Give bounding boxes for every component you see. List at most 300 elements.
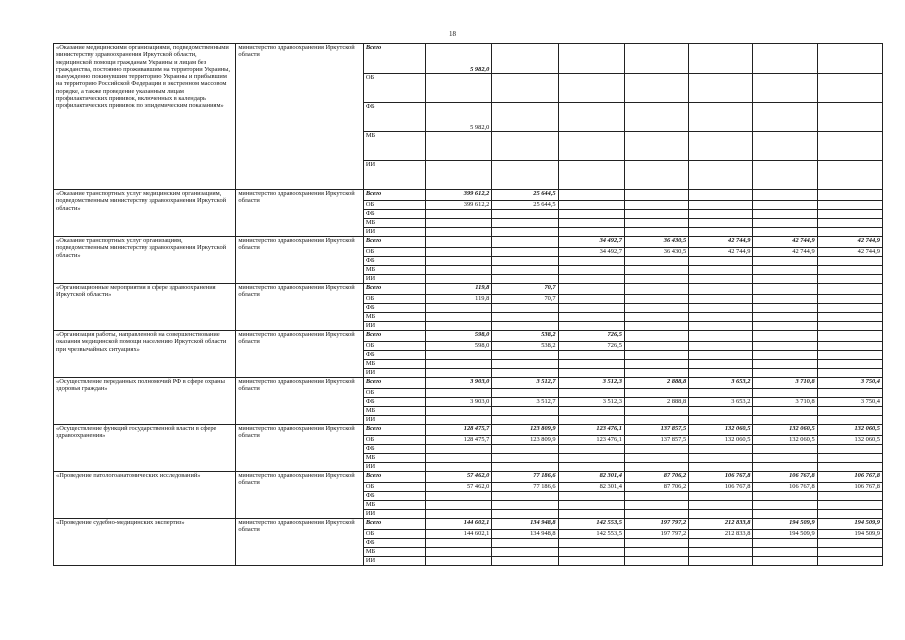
funding-source: ОБ	[363, 342, 425, 351]
amount-cell	[492, 360, 558, 369]
funding-source: Всего	[363, 190, 425, 201]
amount-cell	[753, 463, 817, 472]
amount-cell	[753, 74, 817, 103]
amount-cell	[426, 454, 492, 463]
amount-cell	[689, 445, 753, 454]
amount-cell	[426, 248, 492, 257]
amount-cell: 144 602,1	[426, 530, 492, 539]
amount-cell	[492, 557, 558, 566]
amount-cell	[753, 331, 817, 342]
amount-cell: 726,5	[558, 342, 624, 351]
amount-cell	[689, 454, 753, 463]
amount-cell	[558, 44, 624, 74]
amount-cell: 42 744,9	[689, 248, 753, 257]
measure-name: «Проведение судебно-медицинских экспертиз»	[54, 519, 236, 566]
amount-cell: 82 301,4	[558, 472, 624, 483]
amount-cell	[426, 132, 492, 161]
funding-source: Всего	[363, 378, 425, 389]
amount-cell	[624, 210, 688, 219]
amount-cell	[558, 228, 624, 237]
funding-source: ФБ	[363, 539, 425, 548]
funding-source: ИИ	[363, 161, 425, 190]
amount-cell	[558, 161, 624, 190]
amount-cell	[689, 266, 753, 275]
amount-cell	[817, 492, 882, 501]
amount-cell	[753, 132, 817, 161]
amount-cell: 598,0	[426, 331, 492, 342]
amount-cell	[689, 360, 753, 369]
amount-cell	[426, 407, 492, 416]
amount-cell: 399 612,2	[426, 201, 492, 210]
amount-cell: 132 060,5	[817, 436, 882, 445]
amount-cell	[558, 295, 624, 304]
amount-cell	[624, 331, 688, 342]
amount-cell	[492, 322, 558, 331]
amount-cell	[817, 201, 882, 210]
funding-source: ФБ	[363, 398, 425, 407]
amount-cell: 128 475,7	[426, 425, 492, 436]
amount-cell	[689, 210, 753, 219]
amount-cell: 82 301,4	[558, 483, 624, 492]
funding-source: Всего	[363, 44, 425, 74]
amount-cell	[753, 295, 817, 304]
amount-cell	[689, 74, 753, 103]
amount-cell	[624, 416, 688, 425]
amount-cell	[689, 275, 753, 284]
table-row	[54, 425, 883, 436]
amount-cell	[753, 454, 817, 463]
amount-cell	[753, 257, 817, 266]
amount-cell	[492, 266, 558, 275]
table-row	[54, 44, 883, 74]
funding-source: ОБ	[363, 201, 425, 210]
amount-cell: 598,0	[426, 342, 492, 351]
amount-cell	[624, 304, 688, 313]
amount-cell	[753, 44, 817, 74]
amount-cell	[624, 342, 688, 351]
amount-cell: 34 492,7	[558, 248, 624, 257]
amount-cell	[689, 407, 753, 416]
funding-source: Всего	[363, 237, 425, 248]
amount-cell: 3 653,2	[689, 378, 753, 389]
amount-cell: 42 744,9	[753, 237, 817, 248]
amount-cell: 36 430,5	[624, 248, 688, 257]
amount-cell	[558, 407, 624, 416]
amount-cell: 106 767,8	[689, 483, 753, 492]
amount-cell	[624, 501, 688, 510]
amount-cell	[817, 501, 882, 510]
amount-cell: 134 948,8	[492, 530, 558, 539]
amount-cell	[624, 463, 688, 472]
amount-cell	[426, 463, 492, 472]
amount-cell	[558, 539, 624, 548]
responsible-executor: министерство здравоохранения Иркутской области	[236, 378, 363, 425]
amount-cell	[492, 313, 558, 322]
amount-cell	[492, 44, 558, 74]
amount-cell	[492, 257, 558, 266]
amount-cell: 194 509,9	[817, 530, 882, 539]
responsible-executor: министерство здравоохранения Иркутской области	[236, 519, 363, 566]
amount-cell	[817, 266, 882, 275]
funding-source: ОБ	[363, 295, 425, 304]
funding-source: ИИ	[363, 275, 425, 284]
amount-cell: 194 509,9	[753, 519, 817, 530]
amount-cell: 70,7	[492, 295, 558, 304]
amount-cell: 77 186,6	[492, 472, 558, 483]
amount-cell: 538,2	[492, 342, 558, 351]
funding-source: ФБ	[363, 492, 425, 501]
amount-cell	[624, 190, 688, 201]
amount-cell	[817, 295, 882, 304]
amount-cell	[624, 360, 688, 369]
amount-cell	[558, 501, 624, 510]
amount-cell	[426, 219, 492, 228]
amount-cell	[624, 74, 688, 103]
amount-cell	[558, 266, 624, 275]
amount-cell: 3 512,7	[492, 398, 558, 407]
amount-cell	[558, 103, 624, 132]
amount-cell: 3 512,3	[558, 378, 624, 389]
funding-source: Всего	[363, 425, 425, 436]
amount-cell: 128 475,7	[426, 436, 492, 445]
amount-cell: 106 767,8	[753, 472, 817, 483]
amount-cell: 132 060,5	[689, 436, 753, 445]
amount-cell: 123 476,1	[558, 425, 624, 436]
amount-cell	[426, 510, 492, 519]
amount-cell	[624, 228, 688, 237]
amount-cell: 5 982,0	[426, 44, 492, 74]
amount-cell	[689, 295, 753, 304]
amount-cell: 3 710,8	[753, 378, 817, 389]
amount-cell	[817, 219, 882, 228]
amount-cell	[753, 369, 817, 378]
amount-cell	[558, 416, 624, 425]
amount-cell	[426, 539, 492, 548]
measure-name: «Проведение патологоанатомических исследований»	[54, 472, 236, 519]
funding-source: ИИ	[363, 322, 425, 331]
amount-cell: 144 602,1	[426, 519, 492, 530]
amount-cell	[817, 389, 882, 398]
amount-cell: 3 750,4	[817, 398, 882, 407]
amount-cell	[558, 557, 624, 566]
amount-cell	[689, 44, 753, 74]
amount-cell: 3 903,0	[426, 378, 492, 389]
amount-cell	[492, 248, 558, 257]
amount-cell	[558, 74, 624, 103]
amount-cell	[753, 501, 817, 510]
amount-cell	[492, 445, 558, 454]
funding-source: МБ	[363, 548, 425, 557]
funding-source: ОБ	[363, 436, 425, 445]
amount-cell: 70,7	[492, 284, 558, 295]
amount-cell: 77 186,6	[492, 483, 558, 492]
amount-cell: 132 060,5	[689, 425, 753, 436]
funding-source: ИИ	[363, 369, 425, 378]
amount-cell: 2 888,8	[624, 398, 688, 407]
amount-cell	[753, 313, 817, 322]
amount-cell: 134 948,8	[492, 519, 558, 530]
amount-cell	[558, 548, 624, 557]
amount-cell	[558, 322, 624, 331]
amount-cell	[689, 369, 753, 378]
amount-cell	[426, 275, 492, 284]
table-row	[54, 519, 883, 530]
amount-cell: 132 060,5	[817, 425, 882, 436]
amount-cell	[624, 313, 688, 322]
amount-cell: 5 982,0	[426, 103, 492, 132]
amount-cell	[558, 219, 624, 228]
amount-cell	[689, 190, 753, 201]
amount-cell	[426, 257, 492, 266]
table-row	[54, 331, 883, 342]
funding-source: ФБ	[363, 304, 425, 313]
amount-cell: 25 644,5	[492, 201, 558, 210]
responsible-executor: министерство здравоохранения Иркутской области	[236, 472, 363, 519]
amount-cell	[624, 510, 688, 519]
funding-source: ФБ	[363, 210, 425, 219]
funding-source: Всего	[363, 284, 425, 295]
amount-cell	[492, 351, 558, 360]
measure-name: «Осуществление функций государственной власти в сфере здравоохранения»	[54, 425, 236, 472]
amount-cell	[492, 454, 558, 463]
amount-cell	[624, 454, 688, 463]
amount-cell	[492, 103, 558, 132]
amount-cell	[817, 445, 882, 454]
amount-cell	[753, 219, 817, 228]
amount-cell	[624, 257, 688, 266]
amount-cell: 119,8	[426, 284, 492, 295]
table-row	[54, 472, 883, 483]
amount-cell	[426, 237, 492, 248]
amount-cell	[689, 548, 753, 557]
table-row	[54, 378, 883, 389]
amount-cell: 3 512,3	[558, 398, 624, 407]
amount-cell	[689, 257, 753, 266]
amount-cell	[817, 190, 882, 201]
amount-cell	[492, 304, 558, 313]
amount-cell	[817, 369, 882, 378]
amount-cell	[426, 161, 492, 190]
table-row	[54, 237, 883, 248]
amount-cell: 194 509,9	[753, 530, 817, 539]
amount-cell	[492, 219, 558, 228]
funding-source: ИИ	[363, 557, 425, 566]
amount-cell	[753, 284, 817, 295]
amount-cell	[624, 201, 688, 210]
amount-cell	[689, 331, 753, 342]
amount-cell	[426, 369, 492, 378]
amount-cell	[558, 445, 624, 454]
responsible-executor: министерство здравоохранения Иркутской области	[236, 237, 363, 284]
amount-cell	[753, 210, 817, 219]
amount-cell	[426, 228, 492, 237]
amount-cell	[817, 342, 882, 351]
amount-cell	[624, 275, 688, 284]
amount-cell	[426, 74, 492, 103]
amount-cell	[426, 313, 492, 322]
amount-cell	[689, 342, 753, 351]
funding-source: ФБ	[363, 351, 425, 360]
amount-cell: 399 612,2	[426, 190, 492, 201]
amount-cell	[689, 492, 753, 501]
amount-cell	[624, 539, 688, 548]
budget-table	[53, 43, 883, 566]
amount-cell	[492, 510, 558, 519]
funding-source: ФБ	[363, 257, 425, 266]
amount-cell	[753, 342, 817, 351]
amount-cell	[558, 304, 624, 313]
amount-cell	[492, 132, 558, 161]
amount-cell	[426, 322, 492, 331]
amount-cell	[426, 210, 492, 219]
amount-cell	[624, 103, 688, 132]
amount-cell: 142 553,5	[558, 519, 624, 530]
funding-source: ИИ	[363, 228, 425, 237]
amount-cell	[817, 304, 882, 313]
amount-cell	[624, 557, 688, 566]
amount-cell	[753, 510, 817, 519]
amount-cell	[817, 228, 882, 237]
amount-cell	[817, 44, 882, 74]
funding-source: МБ	[363, 360, 425, 369]
amount-cell	[817, 132, 882, 161]
amount-cell	[817, 548, 882, 557]
amount-cell	[817, 322, 882, 331]
amount-cell: 194 509,9	[817, 519, 882, 530]
amount-cell	[492, 389, 558, 398]
amount-cell	[426, 548, 492, 557]
amount-cell: 106 767,8	[689, 472, 753, 483]
amount-cell: 3 750,4	[817, 378, 882, 389]
amount-cell	[753, 228, 817, 237]
amount-cell: 42 744,9	[753, 248, 817, 257]
amount-cell	[817, 360, 882, 369]
amount-cell	[689, 539, 753, 548]
amount-cell	[753, 322, 817, 331]
amount-cell	[817, 454, 882, 463]
amount-cell	[426, 557, 492, 566]
amount-cell	[689, 463, 753, 472]
amount-cell	[689, 161, 753, 190]
amount-cell	[817, 510, 882, 519]
amount-cell: 57 462,0	[426, 483, 492, 492]
amount-cell: 36 430,5	[624, 237, 688, 248]
amount-cell	[492, 74, 558, 103]
amount-cell	[689, 351, 753, 360]
amount-cell: 123 476,1	[558, 436, 624, 445]
amount-cell	[753, 445, 817, 454]
amount-cell	[492, 275, 558, 284]
amount-cell	[624, 161, 688, 190]
funding-source: Всего	[363, 472, 425, 483]
amount-cell	[689, 284, 753, 295]
amount-cell	[492, 161, 558, 190]
amount-cell: 132 060,5	[753, 436, 817, 445]
page-number: 18	[449, 30, 456, 38]
amount-cell	[492, 416, 558, 425]
amount-cell	[753, 389, 817, 398]
amount-cell	[558, 313, 624, 322]
measure-name: «Организационные мероприятия в сфере здравоохранения Иркутской области»	[54, 284, 236, 331]
amount-cell: 42 744,9	[689, 237, 753, 248]
funding-source: ФБ	[363, 103, 425, 132]
amount-cell: 137 857,5	[624, 436, 688, 445]
amount-cell	[624, 132, 688, 161]
funding-source: ИИ	[363, 463, 425, 472]
amount-cell	[558, 351, 624, 360]
amount-cell: 142 553,5	[558, 530, 624, 539]
amount-cell: 106 767,8	[817, 483, 882, 492]
amount-cell: 3 653,2	[689, 398, 753, 407]
amount-cell	[492, 407, 558, 416]
amount-cell	[492, 228, 558, 237]
funding-source: Всего	[363, 519, 425, 530]
amount-cell	[817, 210, 882, 219]
amount-cell	[492, 237, 558, 248]
amount-cell	[753, 161, 817, 190]
amount-cell	[426, 445, 492, 454]
amount-cell	[624, 351, 688, 360]
amount-cell	[817, 257, 882, 266]
amount-cell: 3 903,0	[426, 398, 492, 407]
amount-cell	[753, 201, 817, 210]
funding-source: ФБ	[363, 445, 425, 454]
amount-cell	[817, 103, 882, 132]
funding-source: Всего	[363, 331, 425, 342]
funding-source: ИИ	[363, 510, 425, 519]
amount-cell	[492, 210, 558, 219]
amount-cell	[753, 190, 817, 201]
amount-cell	[426, 501, 492, 510]
amount-cell	[492, 539, 558, 548]
amount-cell: 3 710,8	[753, 398, 817, 407]
amount-cell	[689, 132, 753, 161]
responsible-executor: министерство здравоохранения Иркутской области	[236, 190, 363, 237]
amount-cell	[817, 74, 882, 103]
amount-cell	[426, 416, 492, 425]
amount-cell	[817, 161, 882, 190]
amount-cell	[624, 295, 688, 304]
amount-cell	[426, 492, 492, 501]
amount-cell	[753, 103, 817, 132]
amount-cell: 137 857,5	[624, 425, 688, 436]
amount-cell: 25 644,5	[492, 190, 558, 201]
amount-cell	[689, 313, 753, 322]
amount-cell: 119,8	[426, 295, 492, 304]
amount-cell	[624, 548, 688, 557]
measure-name: «Оказание медицинскими организациями, подведомственными министерству здравоохранения Иркутской области, медицинской помощи гражданам Украины и лицам без гражданства, постоянно проживавшим на территории Украины, вынужденно покинувшим территорию Украины и прибывшим на территорию Российской Федерации в экстренном массовом порядке, а также проведение указанным лицам профилактических прививок, включенных в календарь профилактических прививок по эпидемическим показаниям»	[54, 44, 236, 190]
amount-cell: 538,2	[492, 331, 558, 342]
funding-source: ИИ	[363, 416, 425, 425]
amount-cell	[426, 389, 492, 398]
amount-cell	[817, 275, 882, 284]
amount-cell	[689, 219, 753, 228]
amount-cell	[689, 416, 753, 425]
amount-cell	[753, 548, 817, 557]
amount-cell	[817, 407, 882, 416]
amount-cell	[753, 275, 817, 284]
amount-cell	[558, 492, 624, 501]
funding-source: ОБ	[363, 248, 425, 257]
amount-cell: 123 809,9	[492, 425, 558, 436]
amount-cell	[689, 304, 753, 313]
amount-cell	[558, 257, 624, 266]
amount-cell	[624, 389, 688, 398]
amount-cell	[624, 322, 688, 331]
amount-cell: 106 767,8	[817, 472, 882, 483]
amount-cell	[817, 557, 882, 566]
funding-source: МБ	[363, 132, 425, 161]
